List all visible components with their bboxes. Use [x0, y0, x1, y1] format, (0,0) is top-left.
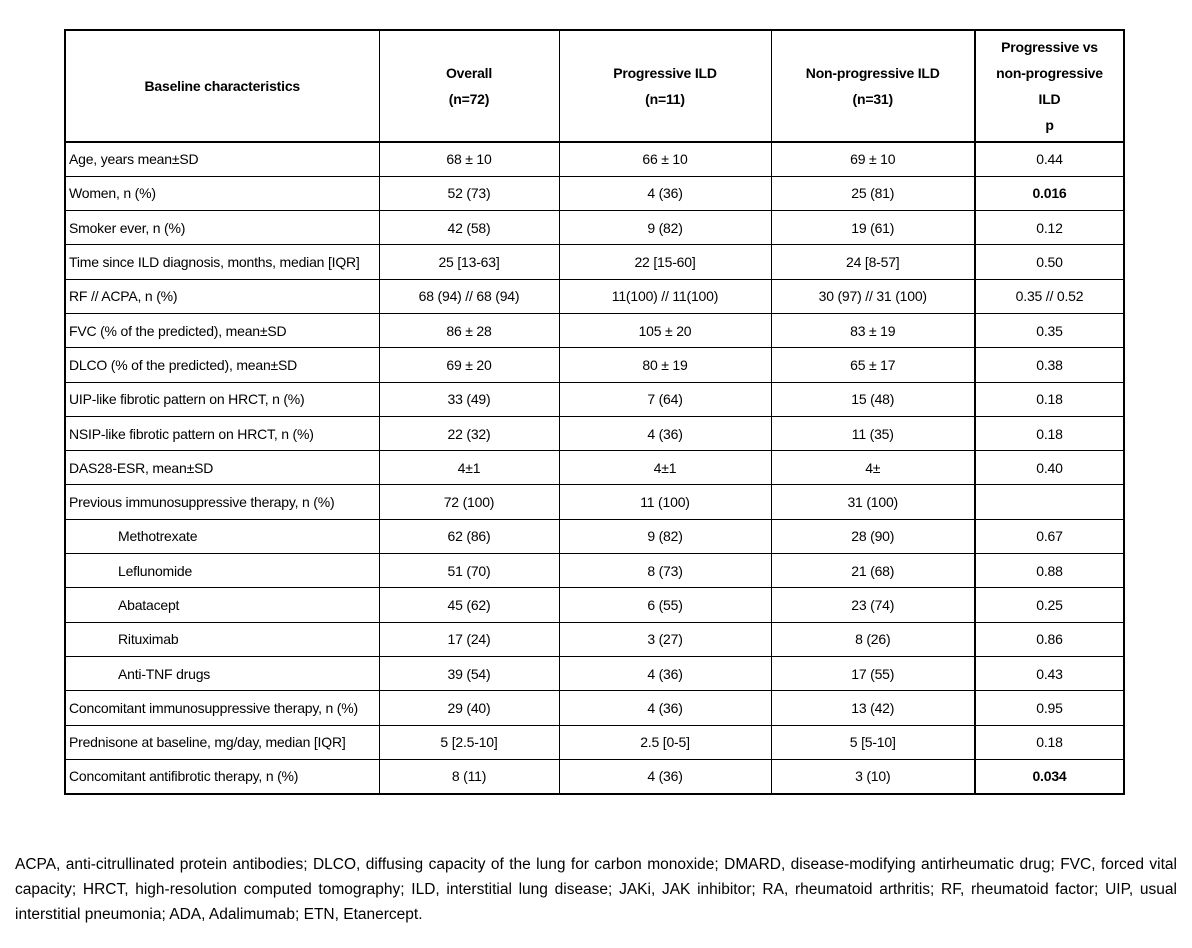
header-non-progressive-ild	[771, 30, 975, 142]
overall-cell: 25 [13-63]	[379, 245, 559, 279]
table-row	[65, 622, 1124, 656]
overall-cell: 33 (49)	[379, 382, 559, 416]
row-label-cell: RF // ACPA, n (%)	[65, 279, 379, 313]
header-p-value	[975, 30, 1124, 142]
overall-cell: 68 ± 10	[379, 142, 559, 176]
non-progressive-ild-cell: 19 (61)	[771, 211, 975, 245]
non-progressive-ild-cell: 15 (48)	[771, 382, 975, 416]
p-value-cell: 0.18	[975, 725, 1124, 759]
table-footnote: ACPA, anti-citrullinated protein antibodies; DLCO, diffusing capacity of the lung for carbon monoxide; DMARD, disease-modifying antirheumatic drug; FVC, forced vital capacity; HRCT, high-resolution computed tomography; ILD, interstitial lung disease; JAKi, JAK inhibitor; RA, rheumatoid arthritis; RF, rheumatoid factor; UIP, usual interstitial pneumonia; ADA, Adalimumab; ETN, Etanercept.	[15, 856, 1177, 923]
progressive-ild-cell: 4 (36)	[559, 759, 771, 793]
table-row	[65, 176, 1124, 210]
progressive-ild-cell: 7 (64)	[559, 382, 771, 416]
non-progressive-ild-cell: 8 (26)	[771, 622, 975, 656]
progressive-ild-cell: 105 ± 20	[559, 313, 771, 347]
progressive-ild-cell: 80 ± 19	[559, 348, 771, 382]
overall-cell: 42 (58)	[379, 211, 559, 245]
overall-cell: 69 ± 20	[379, 348, 559, 382]
row-label-cell: Smoker ever, n (%)	[65, 211, 379, 245]
header-overall	[379, 30, 559, 142]
progressive-ild-cell: 4 (36)	[559, 656, 771, 690]
table-row	[65, 348, 1124, 382]
non-progressive-ild-cell: 11 (35)	[771, 416, 975, 450]
p-value-cell: 0.25	[975, 588, 1124, 622]
progressive-ild-cell: 8 (73)	[559, 554, 771, 588]
p-value-cell: 0.35 // 0.52	[975, 279, 1124, 313]
p-value-cell: 0.18	[975, 416, 1124, 450]
overall-cell: 62 (86)	[379, 519, 559, 553]
progressive-ild-cell: 22 [15-60]	[559, 245, 771, 279]
overall-cell: 51 (70)	[379, 554, 559, 588]
non-progressive-ild-cell: 5 [5-10]	[771, 725, 975, 759]
p-value-cell: 0.88	[975, 554, 1124, 588]
header-line: Overall	[445, 65, 493, 81]
overall-cell: 45 (62)	[379, 588, 559, 622]
header-line: Baseline characteristics	[144, 78, 301, 94]
table-row	[65, 691, 1124, 725]
table-row	[65, 279, 1124, 313]
progressive-ild-cell: 4 (36)	[559, 176, 771, 210]
overall-cell: 17 (24)	[379, 622, 559, 656]
row-label-cell: Age, years mean±SD	[65, 142, 379, 176]
table-row	[65, 451, 1124, 485]
header-line: p	[1045, 117, 1054, 133]
p-value-cell: 0.38	[975, 348, 1124, 382]
row-label-cell: Women, n (%)	[65, 176, 379, 210]
p-value-cell: 0.016	[975, 176, 1124, 210]
p-value-cell: 0.35	[975, 313, 1124, 347]
overall-cell: 72 (100)	[379, 485, 559, 519]
p-value-cell: 0.67	[975, 519, 1124, 553]
progressive-ild-cell: 11 (100)	[559, 485, 771, 519]
progressive-ild-cell: 66 ± 10	[559, 142, 771, 176]
row-label-cell: Time since ILD diagnosis, months, median [IQR]	[65, 245, 379, 279]
overall-cell: 5 [2.5-10]	[379, 725, 559, 759]
header-line: ILD	[1038, 91, 1061, 107]
progressive-ild-cell: 2.5 [0-5]	[559, 725, 771, 759]
progressive-ild-cell: 4 (36)	[559, 416, 771, 450]
table-body	[65, 142, 1124, 794]
table-row	[65, 416, 1124, 450]
table-row	[65, 725, 1124, 759]
overall-cell: 52 (73)	[379, 176, 559, 210]
non-progressive-ild-cell: 13 (42)	[771, 691, 975, 725]
row-label-cell: DLCO (% of the predicted), mean±SD	[65, 348, 379, 382]
row-label-cell: UIP-like fibrotic pattern on HRCT, n (%)	[65, 382, 379, 416]
overall-cell: 29 (40)	[379, 691, 559, 725]
overall-cell: 86 ± 28	[379, 313, 559, 347]
row-label-cell: Previous immunosuppressive therapy, n (%)	[65, 485, 379, 519]
row-label-cell: Anti-TNF drugs	[65, 656, 379, 690]
non-progressive-ild-cell: 69 ± 10	[771, 142, 975, 176]
progressive-ild-cell: 6 (55)	[559, 588, 771, 622]
table-row	[65, 245, 1124, 279]
progressive-ild-cell: 4±1	[559, 451, 771, 485]
overall-cell: 39 (54)	[379, 656, 559, 690]
row-label-cell: Abatacept	[65, 588, 379, 622]
p-value-cell: 0.18	[975, 382, 1124, 416]
p-value-cell: 0.034	[975, 759, 1124, 793]
p-value-cell: 0.43	[975, 656, 1124, 690]
header-line: Non-progressive ILD	[805, 65, 940, 81]
progressive-ild-cell: 9 (82)	[559, 519, 771, 553]
non-progressive-ild-cell: 23 (74)	[771, 588, 975, 622]
non-progressive-ild-cell: 4±	[771, 451, 975, 485]
table-row	[65, 554, 1124, 588]
row-label-cell: Methotrexate	[65, 519, 379, 553]
baseline-characteristics-table	[64, 29, 1125, 795]
header-line: Progressive vs	[1001, 39, 1098, 55]
table-row	[65, 759, 1124, 793]
p-value-cell: 0.44	[975, 142, 1124, 176]
header-line: (n=72)	[448, 91, 490, 107]
row-label-cell: NSIP-like fibrotic pattern on HRCT, n (%)	[65, 416, 379, 450]
non-progressive-ild-cell: 31 (100)	[771, 485, 975, 519]
row-label-cell: Rituximab	[65, 622, 379, 656]
table-row	[65, 588, 1124, 622]
baseline-characteristics-table-container	[64, 29, 1123, 795]
non-progressive-ild-cell: 28 (90)	[771, 519, 975, 553]
overall-cell: 68 (94) // 68 (94)	[379, 279, 559, 313]
p-value-cell: 0.50	[975, 245, 1124, 279]
p-value-cell	[975, 485, 1124, 519]
progressive-ild-cell: 4 (36)	[559, 691, 771, 725]
table-row	[65, 519, 1124, 553]
p-value-cell: 0.95	[975, 691, 1124, 725]
row-label-cell: Concomitant immunosuppressive therapy, n (%)	[65, 691, 379, 725]
row-label-cell: Concomitant antifibrotic therapy, n (%)	[65, 759, 379, 793]
non-progressive-ild-cell: 65 ± 17	[771, 348, 975, 382]
table-header-row	[65, 30, 1124, 142]
progressive-ild-cell: 9 (82)	[559, 211, 771, 245]
table-row	[65, 211, 1124, 245]
non-progressive-ild-cell: 24 [8-57]	[771, 245, 975, 279]
non-progressive-ild-cell: 17 (55)	[771, 656, 975, 690]
table-row	[65, 485, 1124, 519]
overall-cell: 8 (11)	[379, 759, 559, 793]
row-label-cell: Leflunomide	[65, 554, 379, 588]
overall-cell: 4±1	[379, 451, 559, 485]
header-line: non-progressive	[996, 65, 1103, 81]
p-value-cell: 0.86	[975, 622, 1124, 656]
row-label-cell: Prednisone at baseline, mg/day, median [IQR]	[65, 725, 379, 759]
header-line: Progressive ILD	[613, 65, 717, 81]
non-progressive-ild-cell: 30 (97) // 31 (100)	[771, 279, 975, 313]
table-row	[65, 142, 1124, 176]
header-progressive-ild	[559, 30, 771, 142]
progressive-ild-cell: 3 (27)	[559, 622, 771, 656]
non-progressive-ild-cell: 3 (10)	[771, 759, 975, 793]
overall-cell: 22 (32)	[379, 416, 559, 450]
header-line: (n=11)	[645, 91, 685, 107]
p-value-cell: 0.40	[975, 451, 1124, 485]
header-line: (n=31)	[852, 91, 893, 107]
row-label-cell: FVC (% of the predicted), mean±SD	[65, 313, 379, 347]
non-progressive-ild-cell: 83 ± 19	[771, 313, 975, 347]
table-row	[65, 382, 1124, 416]
p-value-cell: 0.12	[975, 211, 1124, 245]
progressive-ild-cell: 11(100) // 11(100)	[559, 279, 771, 313]
non-progressive-ild-cell: 21 (68)	[771, 554, 975, 588]
table-row	[65, 313, 1124, 347]
header-baseline-characteristics	[65, 30, 379, 142]
non-progressive-ild-cell: 25 (81)	[771, 176, 975, 210]
row-label-cell: DAS28-ESR, mean±SD	[65, 451, 379, 485]
table-row	[65, 656, 1124, 690]
